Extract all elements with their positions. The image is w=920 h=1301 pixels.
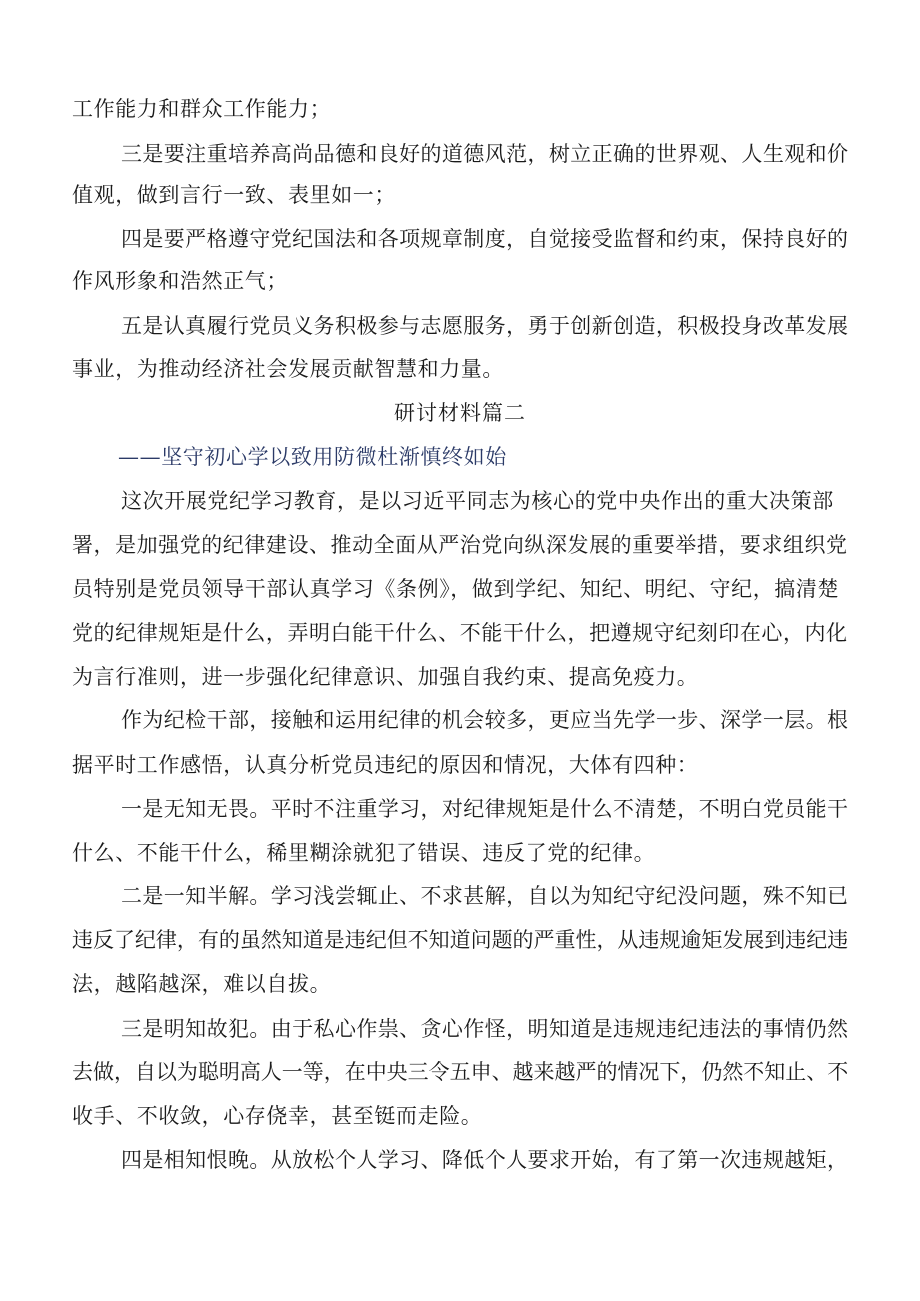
paragraph-line: 什么、不能干什么，稀里糊涂就犯了错误、违反了党的纪律。 xyxy=(72,841,656,865)
paragraph-line: 三是明知故犯。由于私心作祟、贪心作怪，明知道是违规违纪违法的事情仍然 xyxy=(121,1017,849,1041)
paragraph-line: 二是一知半解。学习浅尝辄止、不求甚解，自以为知纪守纪没问题，殊不知已 xyxy=(121,884,849,908)
paragraph-line: 署，是加强党的纪律建设、推动全面从严治党向纵深发展的重要举措，要求组织党 xyxy=(72,533,848,557)
paragraph-line: 作风形象和浩然正气； xyxy=(72,269,288,293)
paragraph-line: 这次开展党纪学习教育，是以习近平同志为核心的党中央作出的重大决策部 xyxy=(121,489,834,513)
paragraph-line: 违反了纪律，有的虽然知道是违纪但不知道问题的严重性，从违规逾矩发展到违纪违 xyxy=(72,928,849,952)
section-title: 研讨材料篇二 xyxy=(394,401,526,425)
section-subtitle: ——坚守初心学以致用防微杜渐慎终如始 xyxy=(118,445,507,469)
paragraph-line: 四是要严格遵守党纪国法和各项规章制度，自觉接受监督和约束，保持良好的 xyxy=(121,227,849,251)
paragraph-line: 员特别是党员领导干部认真学习《条例》，做到学纪、知纪、明纪、守纪，搞清楚 xyxy=(72,577,840,601)
paragraph-line: 为言行准则，进一步强化纪律意识、加强自我约束、提高免疫力。 xyxy=(72,665,699,689)
paragraph-line: 三是要注重培养高尚品德和良好的道德风范，树立正确的世界观、人生观和价 xyxy=(121,142,849,166)
paragraph-line: 一是无知无畏。平时不注重学习，对纪律规矩是什么不清楚，不明白党员能干 xyxy=(121,797,849,821)
paragraph-line: 事业，为推动经济社会发展贡献智慧和力量。 xyxy=(72,357,504,381)
paragraph-line: 四是相知恨晚。从放松个人学习、降低个人要求开始，有了第一次违规越矩， xyxy=(121,1148,849,1172)
paragraph-line: 值观，做到言行一致、表里如一； xyxy=(72,183,396,207)
paragraph-line: 五是认真履行党员义务积极参与志愿服务，勇于创新创造，积极投身改革发展 xyxy=(121,314,849,338)
paragraph-line: 法，越陷越深，难以自拔。 xyxy=(72,972,332,996)
paragraph-line: 去做，自以为聪明高人一等，在中央三令五申、越来越严的情况下，仍然不知止、不 xyxy=(72,1060,849,1084)
paragraph-line: 收手、不收敛，心存侥幸，甚至铤而走险。 xyxy=(72,1104,483,1128)
paragraph-line: 工作能力和群众工作能力； xyxy=(72,97,332,121)
paragraph-line: 据平时工作感悟，认真分析党员违纪的原因和情况，大体有四种： xyxy=(72,753,699,777)
paragraph-line: 党的纪律规矩是什么，弄明白能干什么、不能干什么，把遵规守纪刻印在心，内化 xyxy=(72,621,848,645)
paragraph-line: 作为纪检干部，接触和运用纪律的机会较多，更应当先学一步、深学一层。根 xyxy=(121,708,849,732)
